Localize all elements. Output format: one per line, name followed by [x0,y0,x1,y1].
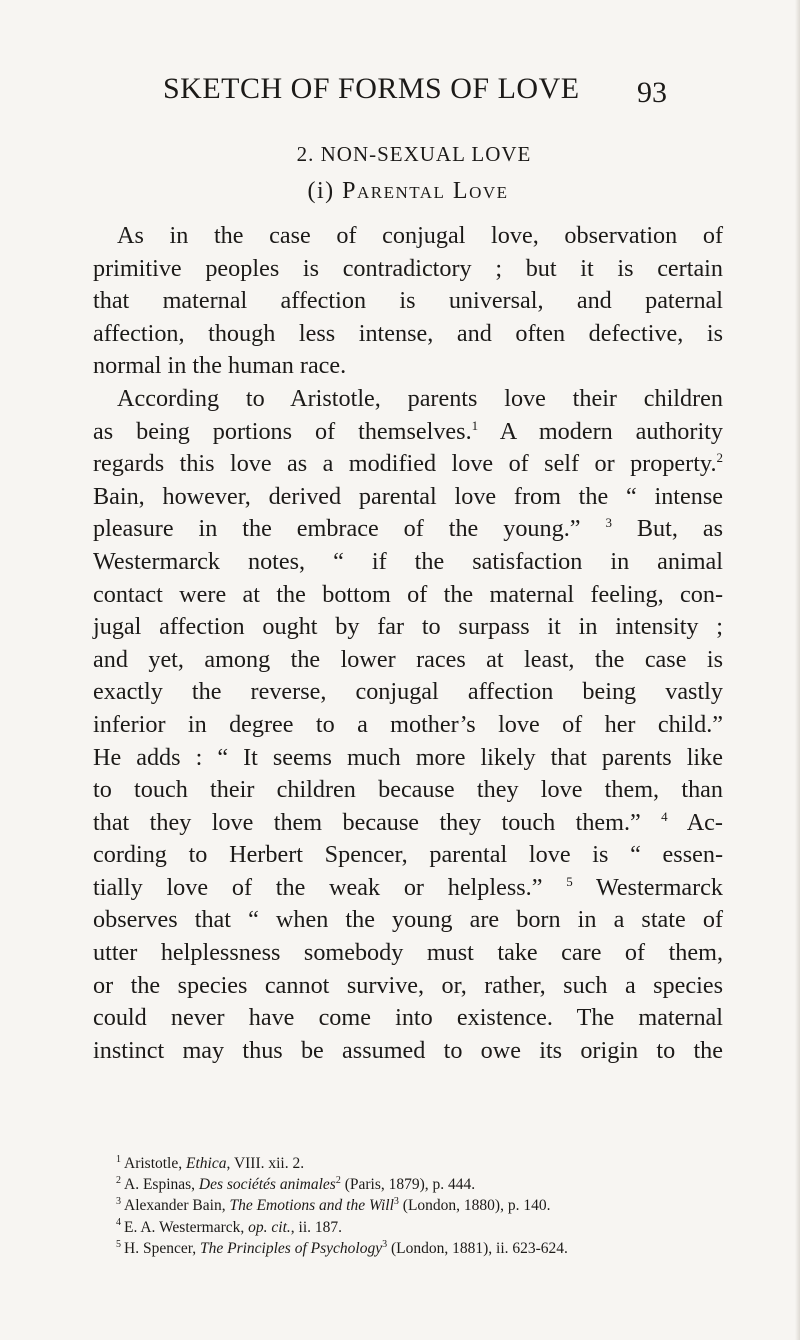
text-line: normal in the human race. [93,352,347,380]
subsection-title: Parental Love [342,178,509,204]
footnote: $^2$ A. Espinas, Des sociétés animales$^2$ (Paris, 1879), p. 444. [116,1175,476,1194]
page-number: 93 [637,76,667,109]
text-line: jugal affection ought by far to surpass it in intensity ; [93,613,723,641]
footnote-ref: 2 [716,450,723,466]
text-line: and yet, among the lower races at least, the case is [93,645,723,673]
text-line: cording to Herbert Spencer, parental love is “ essen- [93,841,723,869]
text-line: as being portions of themselves.$^1$ A modern authority [93,417,723,445]
text-line: that maternal affection is universal, and paternal [93,287,723,315]
footnote-ref: 5 [566,873,573,889]
body-text [93,220,723,1067]
text-line: inferior in degree to a mother’s love of her child.” [93,710,723,738]
text-line: contact were at the bottom of the maternal feeling, con- [93,580,723,608]
text-line: primitive peoples is contradictory ; but it is certain [93,254,723,282]
footnote-ref: 4 [661,808,668,824]
paragraph-1 [93,220,723,383]
text-line: He adds : “ It seems much more likely that parents like [93,743,723,771]
text-line: utter helplessness somebody must take care of them, [93,939,723,967]
text-line: As in the case of conjugal love, observation of [117,222,723,249]
page-edge [795,0,800,1340]
text-line: tially love of the weak or helpless.” $^5$ Westermarck [93,873,723,901]
footnote: $^4$ E. A. Westermarck, op. cit., ii. 187. [116,1217,343,1236]
running-head [0,72,800,112]
footnote-ref: 1 [471,417,479,433]
text-line: that they love them because they touch them.” $^4$ Ac- [93,808,723,836]
paragraph-2 [93,383,723,1067]
footnote: $^3$ Alexander Bain, The Emotions and the Will$^3$ (London, 1880), p. 140. [116,1196,551,1215]
text-line: According to Aristotle, parents love their children [117,384,723,412]
text-line: could never have come into existence. The maternal [93,1004,723,1032]
footnotes [116,1153,736,1259]
text-line: Westermarck notes, “ if the satisfaction in animal [93,547,723,575]
footnote: $^5$ H. Spencer, The Principles of Psychology$^3$ (London, 1881), ii. 623-624. [116,1238,568,1257]
subsection-heading [0,178,800,205]
text-line: pleasure in the embrace of the young.” $^3$ But, as [93,515,723,543]
text-line: to touch their children because they love them, than [93,776,723,804]
subsection-number: (i) [307,178,335,204]
text-line: regards this love as a modified love of self or property.$^2$ [93,450,723,478]
running-title: SKETCH OF FORMS OF LOVE [163,72,580,105]
footnote: $^1$ Aristotle, Ethica, VIII. xii. 2. [116,1153,305,1172]
text-line: observes that “ when the young are born in a state of [93,906,723,934]
text-line: affection, though less intense, and often defective, is [93,319,723,347]
footnote-ref: 3 [605,515,612,531]
text-line: Bain, however, derived parental love from the “ intense [93,482,723,510]
text-line: instinct may thus be assumed to owe its origin to the [93,1036,723,1064]
text-line: exactly the reverse, conjugal affection being vastly [93,678,723,706]
section-heading: 2. NON-SEXUAL LOVE [296,142,532,166]
text-line: or the species cannot survive, or, rather, such a species [93,971,723,999]
